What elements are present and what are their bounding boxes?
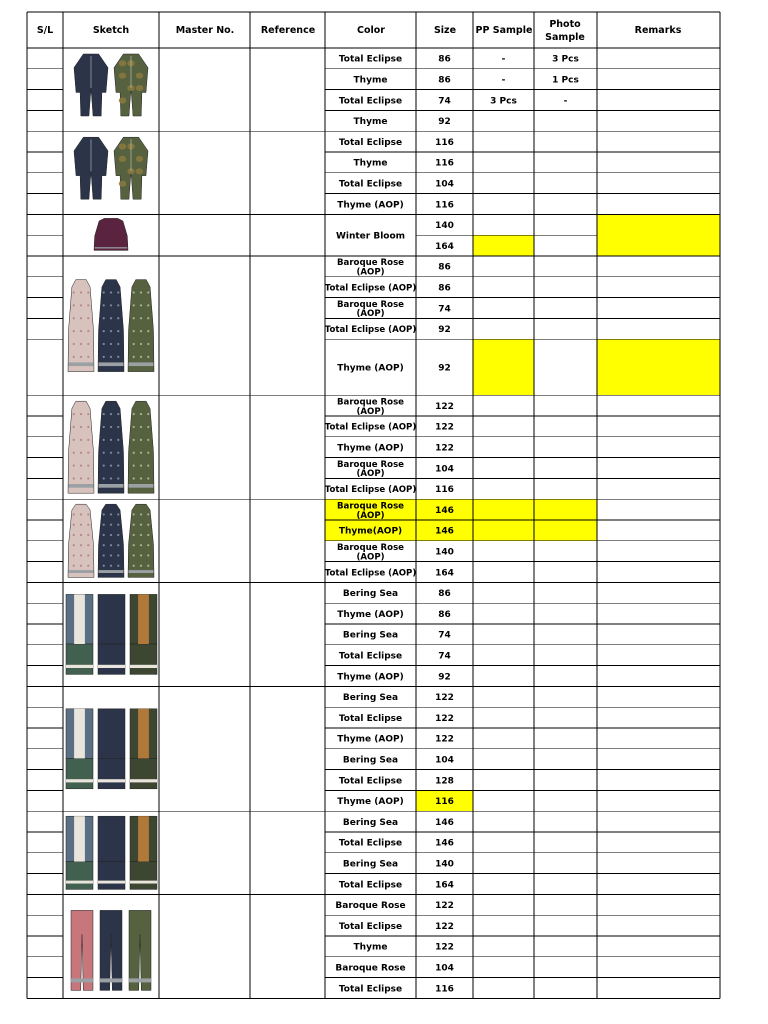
color-cell-line2: (AOP) [356,267,385,278]
parka-trio-icon [66,816,157,889]
color-cell: Total Eclipse (AOP) [324,568,417,579]
size-cell: 86 [438,54,451,65]
color-cell: Baroque Rose [335,901,406,912]
highlight-g5-r0-photo [534,499,597,520]
highlight-g2-r0-remarks [597,214,720,256]
size-cell: 86 [438,75,451,86]
photo-sample-cell: - [563,96,568,107]
size-cell: 122 [435,901,454,912]
color-cell: Bering Sea [342,693,399,704]
color-cell: Winter Bloom [335,231,406,242]
color-cell: Bering Sea [342,589,399,600]
color-cell-line1: Baroque Rose [336,397,405,408]
size-cell: 146 [435,817,454,828]
color-cell-line1: Baroque Rose [336,459,405,470]
size-cell: 74 [438,96,451,107]
size-cell: 122 [435,734,454,745]
color-cell-line2: (AOP) [356,309,385,320]
size-cell: 116 [435,984,454,995]
parka-trio-icon [66,594,157,674]
header-sl: S/L [36,25,54,36]
size-cell: 140 [435,547,454,558]
color-cell: Total Eclipse [338,137,403,148]
size-cell: 74 [438,630,451,641]
size-cell: 92 [438,672,451,683]
header-pp-sample: PP Sample [475,25,533,36]
size-cell: 104 [435,179,454,190]
size-cell: 86 [438,283,451,294]
color-cell: Bering Sea [342,755,399,766]
header-row [37,19,682,43]
long-coat-trio-icon [68,280,154,372]
sketch-layer [66,54,157,990]
size-cell: 104 [435,464,454,475]
size-cell: 122 [435,713,454,724]
size-cell: 74 [438,304,451,315]
color-cell-line2: (AOP) [356,469,385,480]
header-color: Color [357,25,385,36]
color-cell: Thyme (AOP) [337,672,404,683]
parka-trio-icon [66,709,157,789]
size-cell: 164 [435,880,454,891]
size-cell: 122 [435,443,454,454]
header-master-no: Master No. [175,25,235,36]
pants-trio-icon [71,910,151,990]
color-cell: Thyme (AOP) [337,443,404,454]
size-cell: 116 [435,200,454,211]
highlight-g3-r4-remarks [597,339,720,395]
size-cell: 86 [438,262,451,273]
color-cell: Total Eclipse [338,713,403,724]
size-cell: 86 [438,609,451,620]
size-cell: 122 [435,693,454,704]
color-cell: Total Eclipse [338,179,403,190]
photo-sample-cell: 3 Pcs [552,54,579,65]
highlight-g3-r4-pp [473,339,534,395]
header-size: Size [433,25,457,36]
pp-sample-cell: - [501,75,506,86]
color-cell: Thyme [353,75,388,86]
color-cell: Total Eclipse (AOP) [324,325,417,336]
header-photo-sample-2: Sample [545,32,585,43]
size-cell: 146 [435,526,454,537]
color-cell: Thyme (AOP) [337,200,404,211]
color-cell-line1: Baroque Rose [336,501,405,512]
color-cell: Total Eclipse [338,54,403,65]
highlight-g5-r1-pp [473,520,534,541]
highlight-g5-r1-photo [534,520,597,541]
size-cell: 122 [435,401,454,412]
pp-sample-cell: - [501,54,506,65]
header-photo-sample-1: Photo [549,19,581,30]
size-cell: 86 [438,589,451,600]
color-cell-line2: (AOP) [356,552,385,563]
jacket-icon [94,218,128,250]
overall-snowsuit-icon [74,54,148,116]
size-cell: 74 [438,651,451,662]
color-cell-line2: (AOP) [356,406,385,417]
size-cell: 122 [435,921,454,932]
size-cell: 116 [435,797,454,808]
size-cell: 104 [435,755,454,766]
color-cell: Thyme (AOP) [337,734,404,745]
size-cell: 116 [435,485,454,496]
color-cell: Total Eclipse (AOP) [324,485,417,496]
color-cell: Total Eclipse [338,984,403,995]
size-cell: 104 [435,963,454,974]
color-cell-line1: Baroque Rose [336,299,405,310]
highlight-g2-r1-pp [473,235,534,256]
size-cell: 164 [435,568,454,579]
header-remarks: Remarks [634,25,682,36]
color-cell: Thyme [353,158,388,169]
size-cell: 92 [438,117,451,128]
color-cell: Thyme (AOP) [337,363,404,374]
header-sketch: Sketch [92,25,130,36]
size-cell: 116 [435,137,454,148]
color-cell: Total Eclipse [338,96,403,107]
size-cell: 116 [435,158,454,169]
color-cell: Thyme(AOP) [338,526,403,537]
size-cell: 140 [435,859,454,870]
color-cell: Baroque Rose [335,963,406,974]
highlight-g5-r0-pp [473,499,534,520]
size-cell: 164 [435,241,454,252]
color-cell: Total Eclipse (AOP) [324,422,417,433]
long-coat-trio-icon [68,401,154,493]
color-cell: Thyme [353,942,388,953]
color-cell: Thyme (AOP) [337,797,404,808]
color-cell: Thyme [353,117,388,128]
color-cell: Total Eclipse [338,838,403,849]
long-coat-trio-icon [68,504,154,577]
color-cell: Bering Sea [342,630,399,641]
overall-snowsuit-icon [74,137,148,199]
size-cell: 92 [438,363,451,374]
pp-sample-cell: 3 Pcs [490,96,517,107]
color-cell: Total Eclipse [338,921,403,932]
color-cell-line1: Baroque Rose [336,258,405,269]
color-cell-line2: (AOP) [356,510,385,521]
size-cell: 122 [435,942,454,953]
color-cell: Total Eclipse [338,880,403,891]
color-cell: Total Eclipse [338,776,403,787]
size-cell: 146 [435,838,454,849]
color-cell: Thyme (AOP) [337,609,404,620]
size-cell: 122 [435,422,454,433]
size-cell: 92 [438,325,451,336]
color-cell: Bering Sea [342,859,399,870]
size-cell: 146 [435,505,454,516]
color-cell: Bering Sea [342,817,399,828]
size-cell: 128 [435,776,454,787]
photo-sample-cell: 1 Pcs [552,75,579,86]
color-cell: Total Eclipse [338,651,403,662]
color-cell: Total Eclipse (AOP) [324,283,417,294]
color-cell-line1: Baroque Rose [336,543,405,553]
size-cell: 140 [435,221,454,232]
header-reference: Reference [260,25,316,36]
